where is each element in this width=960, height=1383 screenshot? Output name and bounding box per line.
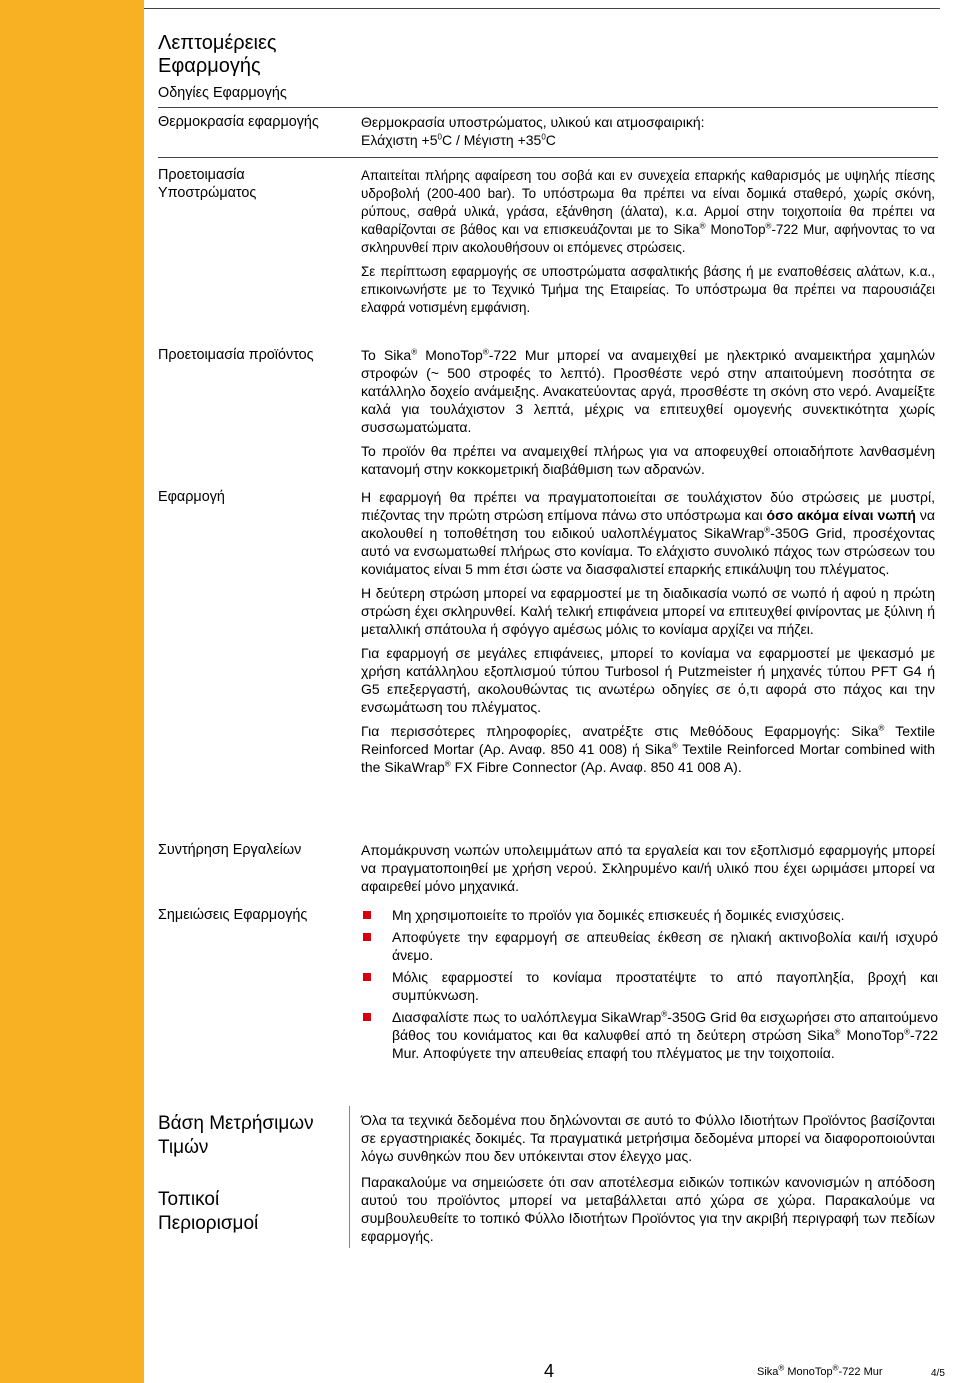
subsection-title: Οδηγίες Εφαρμογής <box>158 85 287 101</box>
bullet-icon <box>363 933 371 941</box>
product-prep-paragraph-1: Το Sika® MonoTop®-722 Mur μπορεί να αναμειχθεί με ηλεκτρικό αναμεικτήρα χαμηλών στροφών (~ 500 στροφές το λεπτό). Προσθέστε νερό στην απαιτούμενη ποσότητα σε κατάλληλο δοχείο ανάμειξης. Ανακατεύοντας αργά, προσθέστε τη σκόνη στο νερό. Αναμείξτε καλά για τουλάχιστον 3 λεπτά, μέχρις να επιτευχθεί ομογενής συνεκτικότητα χωρίς συσσωματώματα. <box>361 347 936 435</box>
list-item: Αποφύγετε την εφαρμογή σε απευθείας έκθεση σε ηλιακή ακτινοβολία και/ή ισχυρό άνεμο. <box>360 928 938 964</box>
product-prep-label: Προετοιμασία προϊόντος <box>158 347 314 363</box>
application-text <box>361 488 935 782</box>
product-prep-paragraph-2: Το προϊόν θα πρέπει να αναμειχθεί πλήρως για να αποφευχθεί οποιαδήποτε λανθασμένη κατανομή στην κοκκομετρική διαβάθμιση των αδρανών. <box>361 443 935 477</box>
bullet-icon <box>363 1013 371 1021</box>
list-item: Μη χρησιμοποιείτε το προϊόν για δομικές επισκευές ή δομικές ενισχύσεις. <box>360 906 938 924</box>
list-item: Μόλις εφαρμοστεί το κονίαμα προστατέψτε το από παγοπληξία, βροχή και συμπύκνωση. <box>360 968 938 1004</box>
local-text: Παρακαλούμε να σημειώσετε ότι σαν αποτέλεσμα ειδικών τοπικών κανονισμών η απόδοση αυτού του προϊόντος μπορεί να μεταβάλλεται από χώρα σε χώρα. Παρακαλούμε να συμβουλευθείτε το τοπικό Φύλλο Ιδιοτήτων Προϊόντος για την ακριβή περιγραφή των πεδίων εφαρμογής. <box>361 1174 935 1244</box>
tools-paragraph: Απομάκρυνση νωπών υπολειμμάτων από τα εργαλεία και τον εξοπλισμό εφαρμογής μπορεί να πραγματοποιηθεί με χρήση νερού. Σκληρυμένο και/ή υλικό που έχει ωριμάσει μπορεί να αφαιρεθεί μόνο μηχανικά. <box>361 842 935 894</box>
bullet-icon <box>363 973 371 981</box>
list-item: Διασφαλίστε πως το υαλόπλεγμα SikaWrap®-350G Grid θα εισχωρήσει στο απαιτούμενο βάθος του κονιάματος και θα καλυφθεί από τη δεύτερη στρώση Sika® MonoTop®-722 Mur. Αποφύγετε την απευθείας επαφή του πλέγματος με την τοιχοποιία. <box>360 1008 938 1062</box>
footer-page-count: 4/5 <box>931 1368 945 1379</box>
substrate-text <box>361 167 935 323</box>
application-label: Εφαρμογή <box>158 489 225 505</box>
divider <box>158 157 938 158</box>
application-paragraph-2: Η δεύτερη στρώση μπορεί να εφαρμοστεί με τη διαδικασία νωπό σε νωπό ή αφού η πρώτη στρώση έχει σκληρυνθεί. Καλή τελική επιφάνεια μπορεί να επιτευχθεί φινίροντας με ξύλινη ή μεταλλική σπάτουλα ή σφόγγο αμέσως μόλις το κονίαμα αρχίζει να πήζει. <box>361 585 935 637</box>
bullet-icon <box>363 911 371 919</box>
application-paragraph-1: Η εφαρμογή θα πρέπει να πραγματοποιείται σε τουλάχιστον δύο στρώσεις με μυστρί, πιέζοντας την πρώτη στρώση επίμονα πάνω στο υπόστρωμα και όσο ακόμα είναι νωπή να ακολουθεί η τοποθέτηση του ειδικού υαλοπλέγματος SikaWrap®-350G Grid, προσέχοντας αυτό να ενσωματωθεί πλήρως στο κονίαμα. Το ελάχιστο συνολικό πάχος των στρώσεων του κονιάματος είναι 5 mm έτσι ώστε να διασφαλιστεί επαρκής επικάλυψη του πλέγματος. <box>361 489 935 577</box>
substrate-label: Προετοιμασία Υποστρώματος <box>158 167 257 201</box>
basis-text: Όλα τα τεχνικά δεδομένα που δηλώνονται σε αυτό το Φύλλο Ιδιοτήτων Προϊόντος βασίζονται σε εργαστηριακές δοκιμές. Τα πραγματικά μετρήσιμα δεδομένα μπορεί να διαφοροποιούνται λόγω συνθηκών που δεν υπόκεινται στον έλεγχο μας. <box>361 1112 935 1164</box>
footer-product: Sika® MonoTop®-722 Mur <box>757 1363 883 1378</box>
notes-title: Σημειώσεις Εφαρμογής <box>158 907 308 923</box>
section-title <box>158 32 277 78</box>
local-title: Τοπικοί Περιορισμοί <box>158 1189 259 1234</box>
substrate-paragraph-2: Σε περίπτωση εφαρμογής σε υποστρώματα ασφαλτικής βάσης ή με εναποθέσεις αλάτων, κ.α., επικοινωνήστε με το Τεχνικό Τμήμα της Εταιρείας. Το υπόστρωμα θα πρέπει να παρουσιάζει ελαφρά νοτισμένη εμφάνιση. <box>361 264 935 315</box>
temperature-text: Θερμοκρασία υποστρώματος, υλικού και ατμοσφαιρική: $E\lambda ά\chi\iota\sigma\tau\eta +5^0C / Mέ\gamma\iota\sigma\tau\eta +35^0C$ <box>361 114 705 148</box>
page-number: 4 <box>544 1361 555 1381</box>
section-title-line1: Λεπτομέρειες <box>158 32 277 54</box>
notes-list <box>360 906 938 1066</box>
application-paragraph-3: Για εφαρμογή σε μεγάλες επιφάνειες, μπορεί το κονίαμα να εφαρμοστεί με ψεκασμό με χρήση κατάλληλου εξοπλισμού τύπου Turbosol ή Putzmeister ή μηχανές τύπου PFT G4 ή G5 επεξεργαστή, ακολουθώντας τις ανωτέρω οδηγίες σε ό,τι αφορά στο πάχος και την ενσωμάτωση του πλέγματος. <box>361 645 935 715</box>
divider <box>158 107 938 108</box>
top-divider <box>144 8 940 9</box>
section-title-line2: Εφαρμογής <box>158 55 261 77</box>
tools-text <box>361 841 935 901</box>
temperature-label: Θερμοκρασία εφαρμογής <box>158 114 319 130</box>
accent-sidebar <box>0 0 144 1383</box>
section-divider-vertical <box>349 1106 350 1248</box>
application-paragraph-4: Για περισσότερες πληροφορίες, ανατρέξτε στις Μεθόδους Εφαρμογής: Sika® Textile Reinforced Mortar (Αρ. Αναφ. 850 41 008) ή Sika® Textile Reinforced Mortar combined with the SikaWrap® FX Fibre Connector (Αρ. Αναφ. 850 41 008 Α). <box>361 723 935 775</box>
substrate-paragraph-1: Απαιτείται πλήρης αφαίρεση του σοβά και εν συνεχεία επαρκής καθαρισμός με υψηλής πίεσης υδροβολή (200-400 bar). Το υπόστρωμα θα πρέπει να είναι δομικά σταθερό, χωρίς σκόνη, ρύπους, σαθρά υλικά, γράσα, εξάνθηση (άλατα), κ.α. Αρμοί στην τοιχοποιία θα πρέπει να καθαρίζονται σε βάθος και να επισκευάζονται με το Sika® MonoTop®-722 Mur, αφήνοντας το να σκληρυνθεί πριν ακολουθήσουν οι επόμενες στρώσεις. <box>361 168 935 255</box>
basis-title: Βάση Μετρήσιμων Τιμών <box>158 1113 314 1158</box>
product-prep-text <box>361 346 935 484</box>
tools-label: Συντήρηση Εργαλείων <box>158 842 302 858</box>
